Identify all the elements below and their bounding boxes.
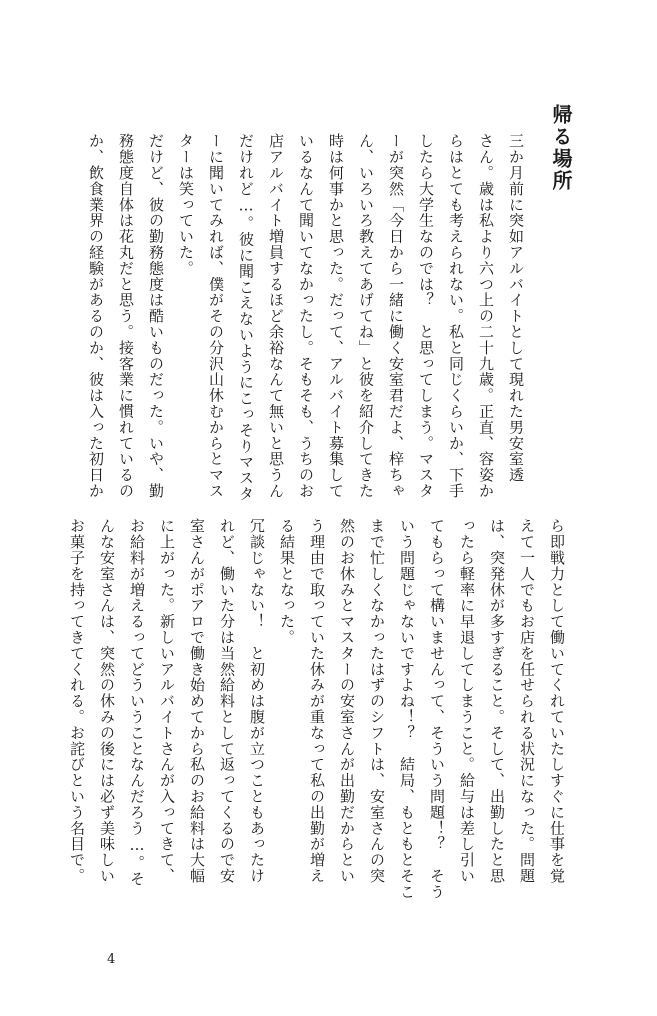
- text-line: だけれど…。彼に聞こえないようにこっそりマスタ: [237, 133, 255, 502]
- text-line: ん、いろいろ教えてあげてね」と彼を紹介してきた: [357, 133, 375, 499]
- text-line: お菓子を持ってきてくれる。お詫びという名目で。: [68, 518, 86, 884]
- text-line: れど、働いた分は当然給料として返ってくるので安: [218, 518, 236, 884]
- text-line: ったら軽率に早退してしまうこと。給与は差し引い: [458, 518, 476, 884]
- text-line: いるなんて聞いてなかったし。そもそも、うちのお: [297, 133, 315, 499]
- text-line: ら即戦力として働いてくれていたしすぐに仕事を覚: [548, 518, 566, 884]
- text-line: いう問題じゃないですよね！？ 結局、もともとそこ: [398, 518, 416, 900]
- text-line: まで忙しくなかったはずのシフトは、安室さんの突: [368, 518, 386, 884]
- text-line: 冗談じゃない！ と初めは腹が立つこともあったけ: [248, 518, 266, 884]
- text-line: 店アルバイト増員するほど余裕なんて無いと思うん: [267, 133, 285, 499]
- text-line: さん。歳は私より六つ上の二十九歳。正直、容姿か: [477, 133, 495, 499]
- text-line: ーが突然「今日から一緒に働く安室君だよ、梓ちゃ: [387, 133, 405, 499]
- text-line: か、飲食業界の経験があるのか、彼は入った初日か: [87, 133, 105, 499]
- text-line: てもらって構いませんって、そういう問題！？ そう: [428, 518, 446, 900]
- text-line: 三か月前に突如アルバイトとして現れた男安室透: [507, 133, 525, 483]
- text-line: ターは笑っていた。: [177, 133, 195, 277]
- text-line: 然のお休みとマスターの安室さんが出勤だからとい: [338, 518, 356, 884]
- chapter-title: 帰る場所: [549, 104, 573, 192]
- text-line: る結果となった。: [278, 518, 296, 646]
- text-line: だけど、彼の勤務態度は酷いものだった。いや、勤: [147, 133, 165, 499]
- text-line: したら大学生なのでは？ と思ってしまう。マスタ: [417, 133, 435, 499]
- page-number: 4: [107, 952, 116, 967]
- text-line: ーに聞いてみれば、僕がその分沢山休むからとマス: [207, 133, 225, 499]
- text-line: えて一人でもお店を任せられる状況になった。問題: [518, 518, 536, 884]
- text-line: に上がった。新しいアルバイトさんが入ってきて、: [158, 518, 176, 884]
- text-line: んな安室さんは、突然の休みの後には必ず美味しい: [98, 518, 116, 884]
- text-line: らはとても考えられない。私と同じくらいか、下手: [447, 133, 465, 499]
- text-line: 時は何事かと思った。だって、アルバイト募集して: [327, 133, 345, 499]
- text-line: は、突発休が多すぎること。そして、出勤したと思: [488, 518, 506, 884]
- text-line: お給料が増えるってどういうことなんだろう…。そ: [128, 518, 146, 887]
- text-line: 務態度自体は花丸だと思う。接客業に慣れているの: [117, 133, 135, 499]
- text-line: う理由で取っていた休みが重なって私の出勤が増え: [308, 518, 326, 884]
- text-line: 室さんがポアロで働き始めてから私のお給料は大幅: [188, 518, 206, 884]
